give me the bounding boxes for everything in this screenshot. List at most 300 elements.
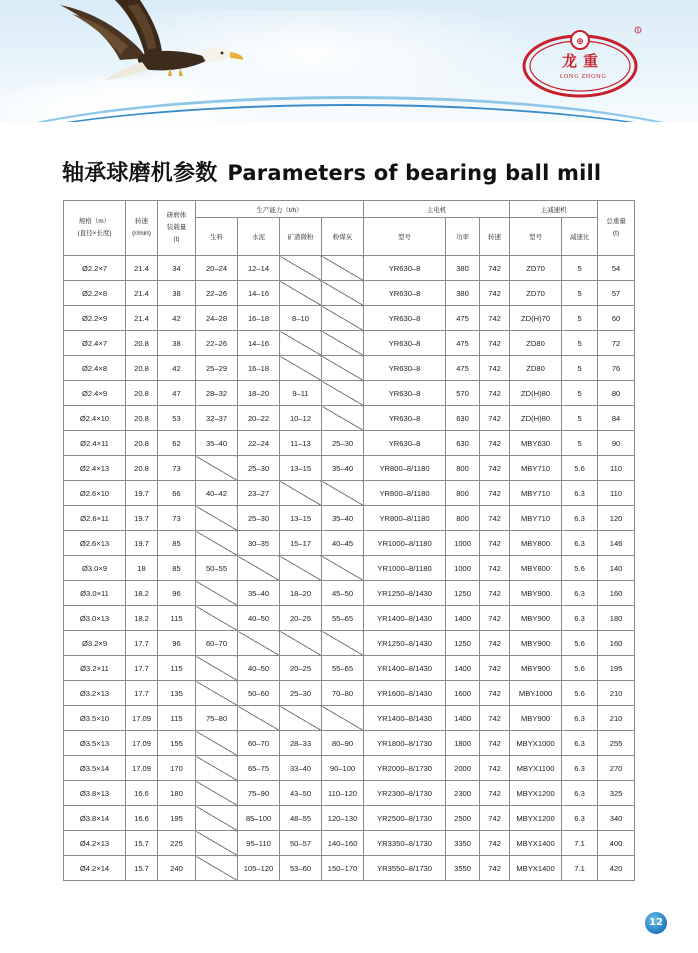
cell-capacity-slag: 11–13 (280, 431, 322, 456)
cell-spec: Ø3.2×11 (64, 656, 126, 681)
cell-reducer-model: MBYX1200 (510, 781, 562, 806)
cell-speed: 17.7 (126, 681, 158, 706)
table-row (64, 506, 635, 531)
cell-spec: Ø3.2×13 (64, 681, 126, 706)
cell-motor-power: 1400 (446, 606, 480, 631)
cell-weight: 146 (598, 531, 635, 556)
header-motor-power: 功率 (446, 218, 480, 256)
cell-capacity-cement: 40–50 (238, 606, 280, 631)
cell-speed: 19.7 (126, 531, 158, 556)
table-row (64, 731, 635, 756)
cell-capacity-raw: 20–24 (196, 256, 238, 281)
cell-reducer-ratio: 7.1 (562, 856, 598, 881)
cell-not-applicable (322, 706, 364, 731)
table-row (64, 331, 635, 356)
table-row (64, 456, 635, 481)
cell-motor-power: 1400 (446, 656, 480, 681)
cell-media-load: 85 (158, 531, 196, 556)
cell-media-load: 115 (158, 606, 196, 631)
cell-media-load: 38 (158, 331, 196, 356)
cell-media-load: 96 (158, 581, 196, 606)
cell-speed: 15.7 (126, 831, 158, 856)
cell-media-load: 135 (158, 681, 196, 706)
cell-motor-speed: 742 (480, 656, 510, 681)
cell-reducer-ratio: 5 (562, 281, 598, 306)
table-row (64, 806, 635, 831)
cell-capacity-slag: 18–20 (280, 581, 322, 606)
header-motor-group: 主电机 (364, 201, 510, 218)
cell-not-applicable (238, 556, 280, 581)
cell-motor-power: 2000 (446, 756, 480, 781)
cell-motor-power: 630 (446, 406, 480, 431)
cell-reducer-ratio: 5 (562, 256, 598, 281)
cell-media-load: 96 (158, 631, 196, 656)
cell-weight: 400 (598, 831, 635, 856)
cell-capacity-flyash: 90–100 (322, 756, 364, 781)
cell-spec: Ø2.2×8 (64, 281, 126, 306)
cell-reducer-ratio: 6.3 (562, 606, 598, 631)
cell-motor-power: 1000 (446, 531, 480, 556)
cell-spec: Ø3.8×13 (64, 781, 126, 806)
cell-motor-model: YR630–8 (364, 431, 446, 456)
header-capacity-cement: 水泥 (238, 218, 280, 256)
cell-capacity-cement: 14–16 (238, 281, 280, 306)
cell-capacity-slag: 15–17 (280, 531, 322, 556)
cell-not-applicable (196, 756, 238, 781)
cell-motor-speed: 742 (480, 631, 510, 656)
cell-reducer-model: ZD80 (510, 356, 562, 381)
cell-reducer-model: MBYX1200 (510, 806, 562, 831)
cell-reducer-model: MBY710 (510, 481, 562, 506)
cell-capacity-flyash: 55–65 (322, 606, 364, 631)
cell-capacity-raw: 50–55 (196, 556, 238, 581)
cell-capacity-cement: 25–30 (238, 506, 280, 531)
cell-capacity-raw: 28–32 (196, 381, 238, 406)
cell-capacity-cement: 65–75 (238, 756, 280, 781)
cell-motor-power: 475 (446, 356, 480, 381)
cell-speed: 20.8 (126, 331, 158, 356)
cell-motor-speed: 742 (480, 856, 510, 881)
cell-media-load: 73 (158, 506, 196, 531)
cell-motor-speed: 742 (480, 806, 510, 831)
cell-motor-speed: 742 (480, 556, 510, 581)
cell-not-applicable (196, 456, 238, 481)
cell-reducer-model: MBY710 (510, 506, 562, 531)
cell-reducer-ratio: 5.6 (562, 681, 598, 706)
cell-reducer-model: ZD(H)80 (510, 406, 562, 431)
cell-motor-power: 1250 (446, 631, 480, 656)
cell-capacity-cement: 30–35 (238, 531, 280, 556)
cell-weight: 270 (598, 756, 635, 781)
header-speed: 转速 (r/min) (126, 201, 158, 256)
cell-reducer-ratio: 5 (562, 381, 598, 406)
cell-spec: Ø3.5×10 (64, 706, 126, 731)
cell-spec: Ø3.8×14 (64, 806, 126, 831)
cell-speed: 20.8 (126, 456, 158, 481)
cell-motor-model: YR2000–8/1730 (364, 756, 446, 781)
cell-motor-power: 2500 (446, 806, 480, 831)
cell-weight: 120 (598, 506, 635, 531)
cell-reducer-model: MBYX1000 (510, 731, 562, 756)
cell-reducer-ratio: 5 (562, 331, 598, 356)
cell-speed: 20.8 (126, 406, 158, 431)
table-row (64, 581, 635, 606)
cell-media-load: 47 (158, 381, 196, 406)
cell-spec: Ø3.2×9 (64, 631, 126, 656)
cell-media-load: 85 (158, 556, 196, 581)
cell-spec: Ø2.4×7 (64, 331, 126, 356)
cell-capacity-raw: 75–80 (196, 706, 238, 731)
header-capacity-group: 生产能力（t/h） (196, 201, 364, 218)
logo-brand-en: LONG ZHONG (559, 74, 607, 80)
cell-reducer-ratio: 5.6 (562, 656, 598, 681)
table-row (64, 831, 635, 856)
eagle-icon (50, 0, 260, 100)
cell-motor-model: YR2500–8/1730 (364, 806, 446, 831)
cell-capacity-raw: 25–29 (196, 356, 238, 381)
cell-speed: 20.8 (126, 431, 158, 456)
cell-spec: Ø2.4×8 (64, 356, 126, 381)
cell-capacity-flyash: 140–160 (322, 831, 364, 856)
cell-motor-speed: 742 (480, 381, 510, 406)
cell-motor-speed: 742 (480, 606, 510, 631)
cell-motor-power: 1800 (446, 731, 480, 756)
cell-capacity-cement: 60–70 (238, 731, 280, 756)
cell-capacity-cement: 105–120 (238, 856, 280, 881)
page-title-cn: 轴承球磨机参数 (62, 161, 218, 186)
cell-not-applicable (322, 381, 364, 406)
cell-not-applicable (196, 656, 238, 681)
cell-capacity-slag: 48–55 (280, 806, 322, 831)
cell-weight: 195 (598, 656, 635, 681)
cell-not-applicable (280, 256, 322, 281)
cell-motor-speed: 742 (480, 581, 510, 606)
cell-capacity-slag: 9–11 (280, 381, 322, 406)
cell-not-applicable (280, 706, 322, 731)
cell-spec: Ø4.2×14 (64, 856, 126, 881)
cell-reducer-model: MBY800 (510, 531, 562, 556)
cell-media-load: 38 (158, 281, 196, 306)
cell-weight: 84 (598, 406, 635, 431)
cell-not-applicable (196, 856, 238, 881)
table-row (64, 681, 635, 706)
cell-capacity-raw: 24–28 (196, 306, 238, 331)
cell-capacity-cement: 16–18 (238, 306, 280, 331)
cell-capacity-raw: 35–40 (196, 431, 238, 456)
cell-not-applicable (280, 631, 322, 656)
cell-weight: 80 (598, 381, 635, 406)
cell-motor-speed: 742 (480, 531, 510, 556)
cell-motor-speed: 742 (480, 706, 510, 731)
cell-motor-speed: 742 (480, 731, 510, 756)
cell-weight: 210 (598, 681, 635, 706)
table-row (64, 281, 635, 306)
cell-capacity-cement: 75–90 (238, 781, 280, 806)
cell-not-applicable (280, 556, 322, 581)
cell-media-load: 53 (158, 406, 196, 431)
cell-weight: 72 (598, 331, 635, 356)
cell-not-applicable (196, 581, 238, 606)
cell-motor-model: YR1600–8/1430 (364, 681, 446, 706)
cell-capacity-cement: 95–110 (238, 831, 280, 856)
table-row (64, 756, 635, 781)
cell-reducer-ratio: 7.1 (562, 831, 598, 856)
header-banner (0, 0, 698, 122)
cell-weight: 110 (598, 481, 635, 506)
table-row (64, 656, 635, 681)
cell-capacity-raw: 22–26 (196, 331, 238, 356)
cell-spec: Ø2.4×10 (64, 406, 126, 431)
cell-capacity-cement: 23–27 (238, 481, 280, 506)
header-weight: 总重量 (t) (598, 201, 635, 256)
cell-weight: 57 (598, 281, 635, 306)
cell-capacity-cement: 14–16 (238, 331, 280, 356)
cell-reducer-model: MBYX1400 (510, 856, 562, 881)
cell-not-applicable (238, 631, 280, 656)
table-row (64, 606, 635, 631)
svg-text:⊕: ⊕ (576, 37, 584, 47)
cell-capacity-slag: 33–40 (280, 756, 322, 781)
cell-reducer-model: ZD(H)80 (510, 381, 562, 406)
cell-capacity-flyash: 80–90 (322, 731, 364, 756)
cell-reducer-ratio: 5 (562, 406, 598, 431)
cell-speed: 21.4 (126, 281, 158, 306)
cell-spec: Ø2.2×7 (64, 256, 126, 281)
cell-motor-model: YR1250–8/1430 (364, 631, 446, 656)
cell-capacity-slag: 53–60 (280, 856, 322, 881)
parameters-table (63, 200, 635, 881)
cell-reducer-ratio: 6.3 (562, 481, 598, 506)
cell-speed: 17.09 (126, 706, 158, 731)
cell-weight: 340 (598, 806, 635, 831)
cell-motor-power: 475 (446, 331, 480, 356)
cell-motor-speed: 742 (480, 506, 510, 531)
cell-capacity-flyash: 150–170 (322, 856, 364, 881)
cell-reducer-model: MBY1000 (510, 681, 562, 706)
table-header-row-1 (64, 201, 635, 218)
header-motor-speed: 转速 (480, 218, 510, 256)
cell-motor-power: 1250 (446, 581, 480, 606)
cell-not-applicable (322, 631, 364, 656)
cell-not-applicable (280, 281, 322, 306)
cell-spec: Ø2.2×9 (64, 306, 126, 331)
cell-reducer-ratio: 5.6 (562, 456, 598, 481)
cell-capacity-slag: 50–57 (280, 831, 322, 856)
cell-motor-power: 800 (446, 481, 480, 506)
cell-capacity-slag: 28–33 (280, 731, 322, 756)
table-row (64, 356, 635, 381)
cell-weight: 255 (598, 731, 635, 756)
cell-media-load: 240 (158, 856, 196, 881)
cell-capacity-slag: 43–50 (280, 781, 322, 806)
cell-capacity-flyash: 40–45 (322, 531, 364, 556)
header-spec: 规格（m） (直径×长度) (64, 201, 126, 256)
cell-spec: Ø2.4×11 (64, 431, 126, 456)
cell-speed: 18.2 (126, 581, 158, 606)
cell-not-applicable (322, 256, 364, 281)
cell-speed: 17.09 (126, 756, 158, 781)
cell-reducer-ratio: 5 (562, 431, 598, 456)
cell-not-applicable (280, 331, 322, 356)
cell-spec: Ø2.4×9 (64, 381, 126, 406)
cell-capacity-slag: 10–12 (280, 406, 322, 431)
cell-motor-model: YR3550–8/1730 (364, 856, 446, 881)
cell-motor-model: YR800–8/1180 (364, 456, 446, 481)
cell-media-load: 195 (158, 806, 196, 831)
table-row (64, 406, 635, 431)
cell-reducer-ratio: 6.3 (562, 506, 598, 531)
cell-spec: Ø2.6×13 (64, 531, 126, 556)
cell-motor-power: 380 (446, 281, 480, 306)
cell-motor-model: YR3350–8/1730 (364, 831, 446, 856)
cell-motor-speed: 742 (480, 306, 510, 331)
table-row (64, 431, 635, 456)
cell-media-load: 42 (158, 356, 196, 381)
table-row (64, 481, 635, 506)
cell-speed: 19.7 (126, 481, 158, 506)
table-row (64, 856, 635, 881)
table-row (64, 706, 635, 731)
cell-motor-model: YR630–8 (364, 381, 446, 406)
cell-capacity-slag: 20–25 (280, 656, 322, 681)
cell-not-applicable (196, 781, 238, 806)
cell-motor-speed: 742 (480, 256, 510, 281)
cell-capacity-cement: 12–14 (238, 256, 280, 281)
cell-reducer-model: ZD70 (510, 281, 562, 306)
table-row (64, 531, 635, 556)
cell-not-applicable (196, 681, 238, 706)
cell-capacity-flyash: 70–80 (322, 681, 364, 706)
cell-capacity-cement: 18–20 (238, 381, 280, 406)
cell-speed: 19.7 (126, 506, 158, 531)
cell-reducer-model: MBY900 (510, 706, 562, 731)
cell-motor-model: YR800–8/1180 (364, 506, 446, 531)
cell-speed: 20.8 (126, 381, 158, 406)
cell-not-applicable (196, 806, 238, 831)
cell-motor-power: 800 (446, 506, 480, 531)
cell-not-applicable (322, 331, 364, 356)
cell-motor-model: YR800–8/1180 (364, 481, 446, 506)
cell-reducer-model: MBY710 (510, 456, 562, 481)
cell-speed: 21.4 (126, 306, 158, 331)
header-reducer-group: 主减速机 (510, 201, 598, 218)
table-row (64, 631, 635, 656)
cell-reducer-model: MBY900 (510, 606, 562, 631)
header-capacity-slag: 矿渣微粉 (280, 218, 322, 256)
cell-motor-model: YR630–8 (364, 406, 446, 431)
cell-motor-model: YR1000–8/1180 (364, 531, 446, 556)
cell-spec: Ø3.5×13 (64, 731, 126, 756)
cell-reducer-model: MBY900 (510, 581, 562, 606)
cell-media-load: 73 (158, 456, 196, 481)
page-title-en: Parameters of bearing ball mill (227, 161, 602, 185)
cell-motor-speed: 742 (480, 681, 510, 706)
cell-not-applicable (322, 281, 364, 306)
header-reducer-model: 型号 (510, 218, 562, 256)
logo-brand-cn: 龙重 (561, 52, 604, 70)
table-row (64, 256, 635, 281)
cell-weight: 54 (598, 256, 635, 281)
cell-weight: 420 (598, 856, 635, 881)
cell-motor-power: 2300 (446, 781, 480, 806)
cell-capacity-cement: 85–100 (238, 806, 280, 831)
cell-media-load: 115 (158, 706, 196, 731)
cell-speed: 17.7 (126, 631, 158, 656)
cell-weight: 180 (598, 606, 635, 631)
cell-media-load: 155 (158, 731, 196, 756)
cell-reducer-ratio: 5 (562, 306, 598, 331)
svg-text:R: R (636, 28, 640, 33)
cell-reducer-ratio: 6.3 (562, 731, 598, 756)
cell-motor-power: 1400 (446, 706, 480, 731)
table-body (64, 256, 635, 881)
cell-spec: Ø2.6×10 (64, 481, 126, 506)
cell-weight: 210 (598, 706, 635, 731)
cell-reducer-ratio: 6.3 (562, 806, 598, 831)
cell-motor-speed: 742 (480, 406, 510, 431)
cell-not-applicable (196, 531, 238, 556)
cell-media-load: 42 (158, 306, 196, 331)
cell-reducer-ratio: 5 (562, 356, 598, 381)
cell-not-applicable (238, 706, 280, 731)
cell-motor-speed: 742 (480, 331, 510, 356)
cell-capacity-flyash: 35–40 (322, 456, 364, 481)
cell-motor-model: YR630–8 (364, 306, 446, 331)
cell-capacity-flyash: 25–30 (322, 431, 364, 456)
cell-media-load: 62 (158, 431, 196, 456)
table-row (64, 556, 635, 581)
cell-motor-power: 570 (446, 381, 480, 406)
cell-capacity-slag: 13–15 (280, 456, 322, 481)
cell-motor-power: 1000 (446, 556, 480, 581)
cell-weight: 110 (598, 456, 635, 481)
cell-speed: 16.6 (126, 781, 158, 806)
cell-motor-power: 475 (446, 306, 480, 331)
cell-motor-speed: 742 (480, 781, 510, 806)
cell-capacity-slag: 20–25 (280, 606, 322, 631)
cell-reducer-model: ZD80 (510, 331, 562, 356)
cell-spec: Ø3.0×9 (64, 556, 126, 581)
cell-capacity-slag: 13–15 (280, 506, 322, 531)
cell-capacity-cement: 40–50 (238, 656, 280, 681)
cell-motor-power: 380 (446, 256, 480, 281)
cell-not-applicable (196, 506, 238, 531)
cell-weight: 160 (598, 581, 635, 606)
cell-not-applicable (322, 356, 364, 381)
cell-motor-model: YR1250–8/1430 (364, 581, 446, 606)
header-motor-model: 型号 (364, 218, 446, 256)
cell-capacity-flyash: 110–120 (322, 781, 364, 806)
cell-weight: 140 (598, 556, 635, 581)
cell-motor-power: 3550 (446, 856, 480, 881)
cell-media-load: 170 (158, 756, 196, 781)
cell-speed: 21.4 (126, 256, 158, 281)
cell-motor-model: YR630–8 (364, 331, 446, 356)
cell-weight: 90 (598, 431, 635, 456)
cell-speed: 20.8 (126, 356, 158, 381)
cell-reducer-ratio: 6.3 (562, 706, 598, 731)
cell-not-applicable (196, 606, 238, 631)
cell-capacity-slag: 25–30 (280, 681, 322, 706)
header-reducer-ratio: 减速比 (562, 218, 598, 256)
cell-motor-speed: 742 (480, 756, 510, 781)
cell-speed: 16.6 (126, 806, 158, 831)
cell-motor-model: YR1400–8/1430 (364, 706, 446, 731)
cell-capacity-raw: 60–70 (196, 631, 238, 656)
cell-spec: Ø2.4×13 (64, 456, 126, 481)
cell-not-applicable (280, 481, 322, 506)
cell-motor-speed: 742 (480, 831, 510, 856)
